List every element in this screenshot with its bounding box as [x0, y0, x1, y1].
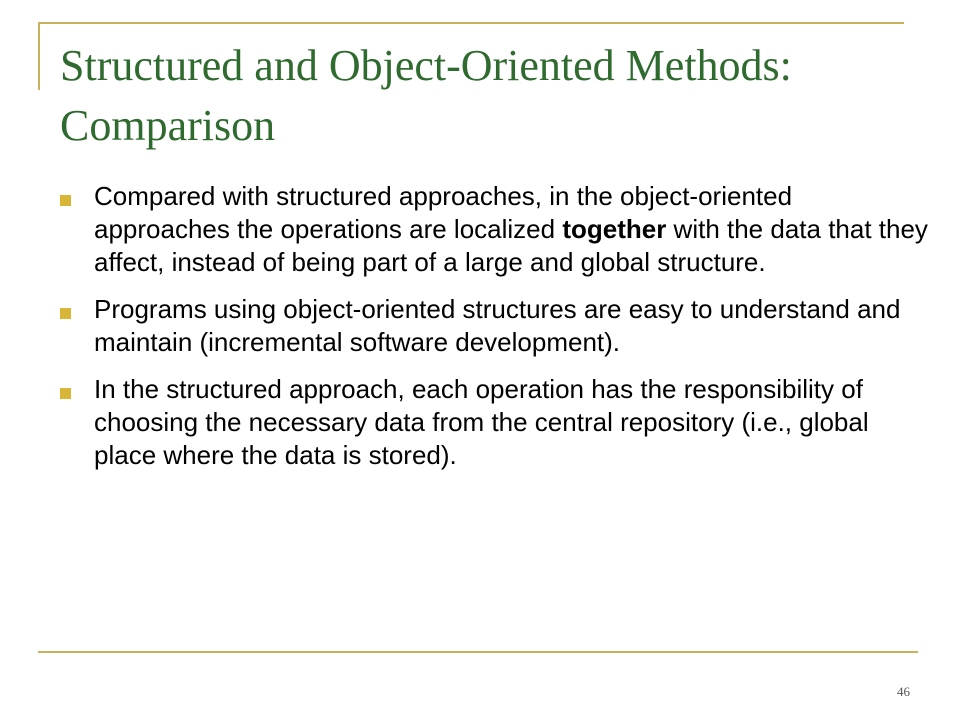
page-number: 46 — [897, 684, 910, 699]
bullet-item — [60, 373, 935, 472]
bullet-item — [60, 180, 935, 279]
slide-title: Structured and Object-Oriented Methods: Comparison — [60, 41, 792, 150]
top-rule — [38, 22, 904, 24]
bullet-text-after: with the data that they affect, instead of being part of a large and global structure. — [94, 214, 928, 277]
bullet-text-before: Compared with structured approaches, in the object-oriented approaches the operations are localized — [94, 181, 793, 244]
bottom-rule — [38, 651, 918, 653]
square-bullet-icon — [60, 388, 71, 399]
bullet-text — [94, 180, 935, 279]
bullet-text: In the structured approach, each operation has the responsibility of choosing the necessary data from the central repository (i.e., global place where the data is stored). — [94, 374, 869, 470]
square-bullet-icon — [60, 308, 71, 319]
bullet-text-bold: together — [562, 214, 667, 244]
bullet-item — [60, 293, 935, 359]
bullet-list — [60, 180, 935, 486]
bullet-text: Programs using object-oriented structures are easy to understand and maintain (incremental software development). — [94, 294, 901, 357]
left-rule — [38, 22, 40, 90]
square-bullet-icon — [60, 195, 71, 206]
